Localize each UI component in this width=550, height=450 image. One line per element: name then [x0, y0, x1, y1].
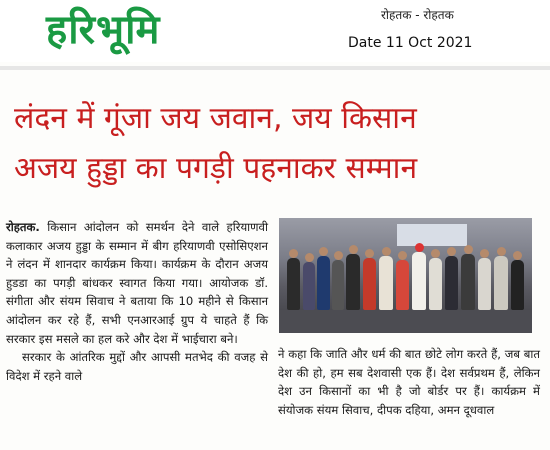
newspaper-logo: हरिभूमि	[46, 7, 161, 53]
person-figure	[511, 260, 524, 310]
person-figure	[332, 260, 344, 310]
masthead-divider	[0, 66, 550, 70]
body-line: का पगड़ी बांधकर स्वागत किया गया। आयोजक	[34, 275, 249, 290]
person-figure	[287, 258, 300, 310]
person-figure	[346, 254, 360, 310]
body-line: डॉ. संगीता और संयम सिवाच ने बताया कि 10	[6, 275, 269, 309]
body-line: मसले का हल करे और देश में भाईचारा बने।	[56, 331, 238, 346]
dateline: रोहतक.	[6, 220, 40, 234]
edition-date: Date 11 Oct 2021	[348, 35, 473, 51]
body-line: ने कहा कि जाति और धर्म की बात छोटे लोग	[278, 347, 464, 361]
body-line: संयम सिवाच, दीपक दहिया, अमन दूधवाल	[316, 402, 495, 417]
body-line: बीग हरियाणवी एसोसिएशन ने लंदन में शानदार	[6, 238, 268, 272]
stage-banner	[397, 224, 467, 246]
body-line: का भी है जो बोर्डर पर हैं। कार्यक्रम में संयोजक	[278, 384, 540, 417]
person-figure	[494, 256, 508, 310]
article-left-column	[6, 218, 268, 385]
masthead	[0, 0, 550, 62]
person-figure	[429, 258, 442, 310]
person-figure	[303, 262, 315, 310]
headline	[14, 94, 544, 194]
person-figure	[461, 254, 475, 310]
article-paragraph-3	[278, 345, 540, 419]
person-figure	[412, 252, 426, 310]
person-figure	[396, 260, 409, 310]
body-line: कार्यक्रम किया। कार्यक्रम के दौरान अजय हुडडा	[6, 257, 268, 290]
body-line: मतभेद की वजह से विदेश में रहने वाले	[6, 350, 269, 383]
person-figure	[379, 256, 393, 310]
body-line: महीने से किसान आंदोलन कर रहे हैं, सभी	[6, 294, 269, 327]
body-line: करते हैं, जब बात देश की हो, हम सब देशवासी	[278, 347, 541, 380]
body-line: एक हैं। देश सर्वप्रथम हैं, लेकिन देश उन किसानों	[278, 365, 540, 399]
photo-floor	[279, 310, 532, 333]
headline-line-1: लंदन में गूंजा जय जवान, जय किसान	[14, 101, 417, 136]
person-figure	[445, 256, 458, 310]
edition-label: रोहतक - रोहतक	[381, 8, 454, 22]
group-photo	[279, 218, 532, 333]
article-right-column	[278, 345, 540, 419]
article-paragraph-1	[6, 218, 268, 348]
body-line: किसान आंदोलन को समर्थन देने वाले	[47, 220, 220, 234]
person-figure	[363, 258, 376, 310]
body-line: एनआरआई ग्रुप ये चाहते हैं कि सरकार इस	[6, 312, 268, 346]
body-line: सरकार के आंतरिक मुद्दों और आपसी	[22, 350, 181, 365]
person-figure	[478, 258, 491, 310]
body-line: हरियाणवी कलाकार अजय हुड्डा के सम्मान में	[6, 220, 269, 253]
person-figure	[317, 256, 330, 310]
headline-line-2: अजय हुड्डा का पगड़ी पहनाकर सम्मान	[14, 151, 418, 186]
article-paragraph-2	[6, 348, 268, 385]
